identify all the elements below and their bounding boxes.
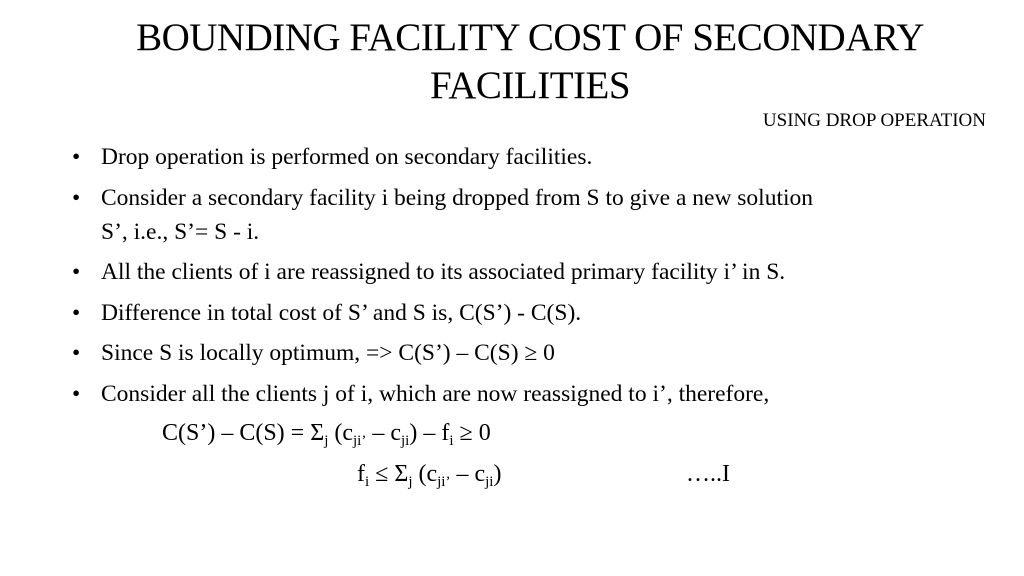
formula-part: – c [366,420,402,446]
slide-subtitle: USING DROP OPERATION [762,110,986,131]
formula-part: (c [412,461,438,487]
bullet-list [72,140,972,417]
formula-part: ≤ Σ [369,461,409,487]
bullet-item: • Consider a secondary facility i being dropped from S to give a new solution S’, i.e., S’= S - i. [72,181,822,249]
formula-part: C(S’) – C(S) = Σ [162,420,325,446]
formula-cost-difference [162,420,491,447]
formula-sub: j [408,474,413,490]
bullet-item: • Since S is locally optimum, => C(S’) – C(S) ≥ 0 [72,336,972,370]
formula-sub: i [365,474,370,490]
bullet-item: • Difference in total cost of S’ and S is, C(S’) - C(S). [72,296,972,330]
formula-sub: ji [401,433,410,449]
formula-part: ) – f [409,420,450,446]
bullet-item: • Drop operation is performed on secondary facilities. [72,140,972,174]
formula-facility-bound [357,461,501,488]
formula-sub: i [449,433,454,449]
bullet-item: • All the clients of i are reassigned to its associated primary facility i’ in S. [72,255,972,289]
slide-title: BOUNDING FACILITY COST OF SECONDARY FACILITIES [136,16,924,107]
formula-sub: j [324,433,329,449]
formula-part: ≥ 0 [453,420,491,446]
equation-label: …..I [686,461,730,487]
bullet-item: • Consider all the clients j of i, which are now reassigned to i’, therefore, [72,377,972,411]
formula-sub: ji [485,474,494,490]
formula-part: (c [328,420,354,446]
formula-part: ) [493,461,502,487]
formula-part: – c [450,461,486,487]
formula-part: f [357,461,365,487]
formula-sub: ji’ [437,474,451,490]
formula-sub: ji’ [353,433,367,449]
